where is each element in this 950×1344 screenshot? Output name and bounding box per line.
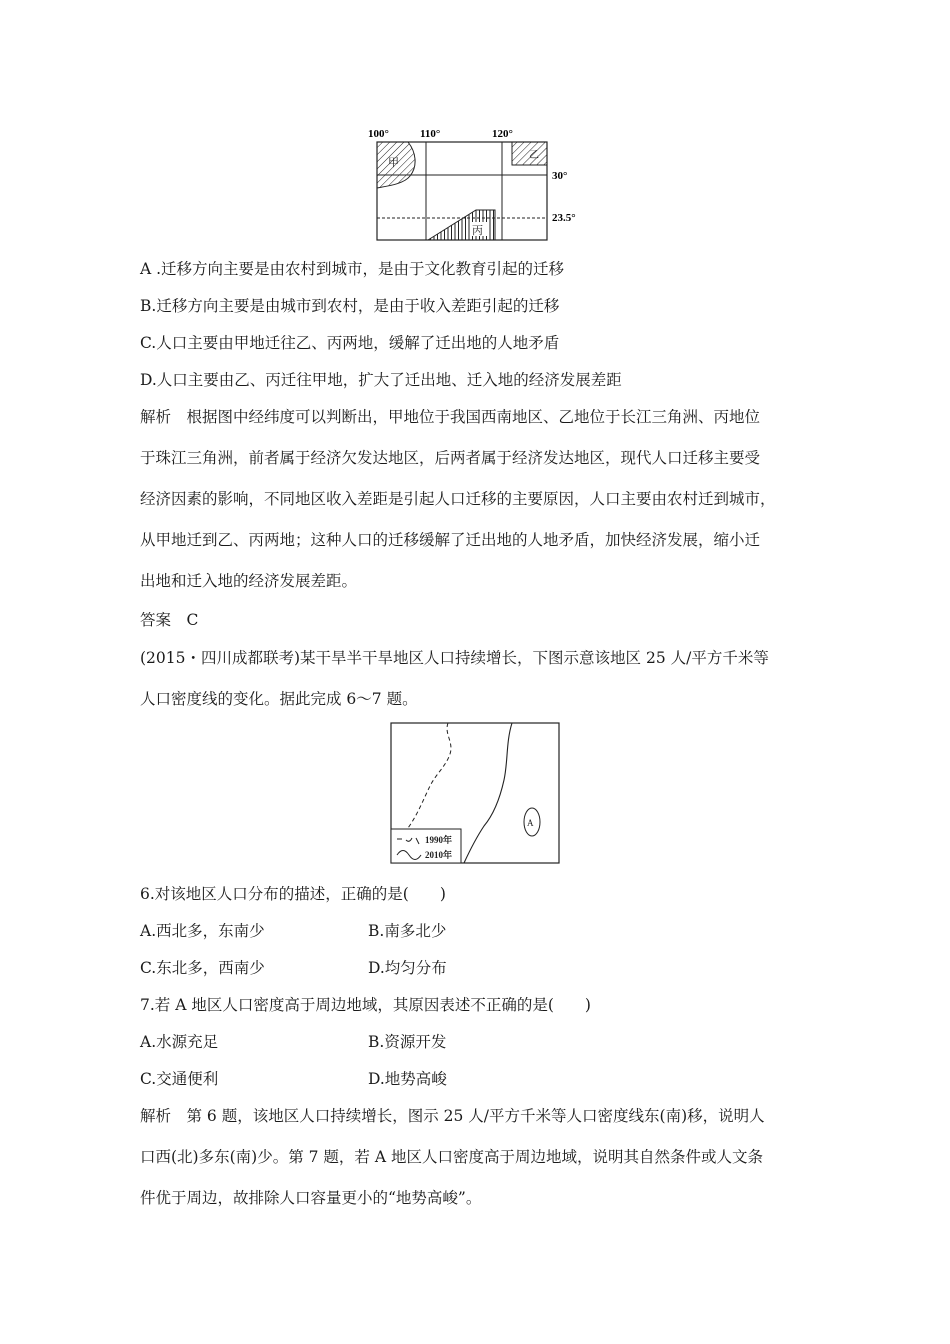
region-yi-label: 乙	[529, 150, 539, 161]
analysis1-line5: 出地和迁入地的经济发展差距。	[140, 572, 358, 590]
lon-100-label: 100°	[368, 128, 389, 140]
q6-option-c: C.东北多，西南少	[140, 959, 265, 977]
q6-stem: 6.对该地区人口分布的描述，正确的是( )	[140, 885, 446, 903]
q6-option-b: B.南多北少	[368, 922, 447, 940]
q7-option-c: C.交通便利	[140, 1070, 219, 1088]
density-line-2010	[464, 723, 512, 863]
legend-2010-label: 2010年	[425, 850, 453, 860]
analysis1-line4: 从甲地迁到乙、丙两地；这种人口的迁移缓解了迁出地的人地矛盾，加快经济发展，缩小迁	[140, 531, 761, 549]
analysis2-line3: 件优于周边，故排除人口容量更小的“地势高峻”。	[140, 1189, 482, 1207]
answer1: 答案 C	[140, 611, 199, 629]
analysis1-line2: 于珠江三角洲，前者属于经济欠发达地区，后两者属于经济发达地区，现代人口迁移主要受	[140, 449, 761, 467]
region-bing-label: 丙	[472, 225, 483, 237]
analysis1-line1: 解析 根据图中经纬度可以判断出，甲地位于我国西南地区、乙地位于长江三角洲、丙地位	[140, 408, 761, 426]
analysis1-line3: 经济因素的影响，不同地区收入差距是引起人口迁移的主要原因，人口主要由农村迁到城市，	[140, 490, 776, 508]
lon-110-label: 110°	[420, 128, 441, 140]
population-density-map	[390, 722, 562, 866]
analysis2-line1: 解析 第 6 题，该地区人口持续增长，图示 25 人/平方千米等人口密度线东(南)移，说明人	[140, 1107, 765, 1125]
region-jia-label: 甲	[388, 157, 399, 169]
intro2-line1: (2015・四川成都联考)某干旱半干旱地区人口持续增长，下图示意该地区 25 人/平方千米等	[140, 649, 769, 667]
q5-option-d: D.人口主要由乙、丙迁往甲地，扩大了迁出地、迁入地的经济发展差距	[140, 371, 622, 389]
area-a-label: A	[527, 818, 534, 828]
q7-option-a: A.水源充足	[140, 1033, 219, 1051]
q7-stem: 7.若 A 地区人口密度高于周边地域，其原因表述不正确的是( )	[140, 996, 591, 1014]
intro2-line2: 人口密度线的变化。据此完成 6～7 题。	[140, 690, 418, 708]
lat-23-5-label: 23.5°	[552, 212, 576, 224]
legend-1990-label: 1990年	[425, 835, 453, 845]
q6-option-d: D.均匀分布	[368, 959, 447, 977]
q5-option-b: B.迁移方向主要是由城市到农村，是由于收入差距引起的迁移	[140, 297, 560, 315]
q5-option-c: C.人口主要由甲地迁往乙、丙两地，缓解了迁出地的人地矛盾	[140, 334, 560, 352]
density-line-1990	[391, 723, 451, 844]
lon-120-label: 120°	[492, 128, 513, 140]
analysis2-line2: 口西(北)多东(南)少。第 7 题，若 A 地区人口密度高于周边地域，说明其自然条件或人文条	[140, 1148, 763, 1166]
q7-option-d: D.地势高峻	[368, 1070, 447, 1088]
q6-option-a: A.西北多，东南少	[140, 922, 265, 940]
lat-lon-map	[360, 122, 590, 242]
q5-option-a: A .迁移方向主要是由农村到城市，是由于文化教育引起的迁移	[140, 260, 565, 278]
lat-30-label: 30°	[552, 170, 568, 182]
q7-option-b: B.资源开发	[368, 1033, 447, 1051]
